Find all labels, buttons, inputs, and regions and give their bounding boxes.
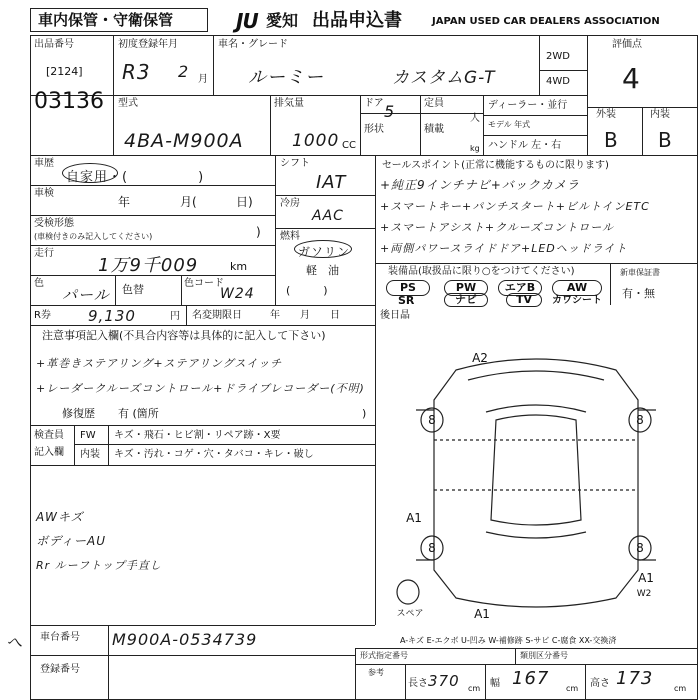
interior-check-label: 内装 — [80, 449, 100, 460]
warranty-value: 有・無 — [622, 287, 655, 300]
shape-label: 形状 — [364, 124, 384, 135]
history-label: 車歴 — [34, 158, 54, 169]
fuel-paren: ( ) — [286, 284, 328, 297]
tax-label: R券 — [34, 310, 51, 321]
fuel-value-1: ガソリン — [298, 245, 351, 259]
handle-label: ハンドル 左・右 — [488, 140, 562, 151]
fuel-value-2: 軽 油 — [306, 264, 339, 277]
width-unit: cm — [566, 684, 579, 693]
condition-line-2: ボディーAU — [36, 534, 107, 548]
mileage-label: 走行 — [34, 248, 54, 259]
tire-value-fl: 8 — [428, 413, 436, 427]
repair-close: ) — [362, 407, 367, 420]
load-label: 積載 — [424, 124, 444, 135]
margin-mark: へ — [6, 633, 24, 652]
lot-label: 出品番号 — [34, 39, 74, 50]
category-label: 類別区分番号 — [520, 651, 568, 660]
equip-navi: ナビ — [444, 293, 488, 307]
spare-label: スペア — [396, 609, 424, 619]
equip-tv: TV — [506, 293, 542, 307]
plate-text: 年 月 日 — [270, 310, 340, 321]
mark-w2: W2 — [636, 589, 652, 599]
lot-sub: [2124] — [46, 65, 83, 78]
lot-number: 03136 — [34, 89, 104, 114]
condition-line-3: Rr ルーフトップ手直し — [36, 559, 162, 572]
inspector-label-1: 検査員 — [34, 430, 64, 441]
doors-label: ドア — [364, 98, 384, 109]
inspection-label: 車検 — [34, 188, 54, 199]
drive-4wd: 4WD — [546, 76, 570, 87]
repair-label: 修復歴 — [62, 407, 95, 420]
inspection-month: 月( — [180, 195, 197, 209]
mileage-value: 1万9千009 — [98, 255, 199, 276]
capacity-label: 定員 — [424, 98, 444, 109]
repair-value: 有 (箇所 — [118, 407, 159, 420]
model-label: 型式 — [118, 98, 138, 109]
history-value: 自家用・( ) — [66, 170, 205, 185]
notes-line-1: +革巻きステアリング+ステアリングスイッチ — [36, 357, 283, 370]
notes-label: 注意事項記入欄(不具合内容等は具体的に記入して下さい) — [42, 329, 326, 342]
interior-label: 内装 — [650, 109, 670, 120]
mark-left-side: A1 — [406, 511, 422, 525]
notes-line-2: +レーダークルーズコントロール+ドライブレコーダー(不明) — [36, 382, 365, 395]
car-windshield — [486, 405, 586, 412]
drive-2wd: 2WD — [546, 51, 570, 62]
width-label: 幅 — [490, 678, 500, 689]
exterior-label: 外装 — [596, 109, 616, 120]
tire-marks — [397, 408, 651, 604]
cooler-value: AAC — [312, 208, 344, 224]
equipment-label: 装備品(取扱品に限り○をつけてください) — [388, 266, 575, 277]
mark-right-rear: A1 — [638, 571, 654, 585]
mileage-unit: km — [230, 260, 248, 273]
rear-label: 後日晶 — [380, 310, 410, 321]
height-label: 高さ — [590, 678, 610, 689]
color-label: 色 — [34, 278, 44, 289]
height-value: 173 — [616, 668, 654, 689]
dealer-label: ディーラー・並行 — [488, 100, 568, 111]
car-name: ルーミー — [248, 67, 324, 88]
color-code-label: 色コード — [184, 278, 224, 289]
inspector-label-2: 記入欄 — [34, 447, 64, 458]
score-label: 評価点 — [612, 39, 642, 50]
month-unit: 月 — [198, 74, 208, 85]
receipt-close: ) — [256, 225, 261, 239]
mark-top: A2 — [472, 351, 488, 365]
displacement-value: 1000 — [292, 131, 340, 151]
model-value: 4BA-M900A — [124, 130, 244, 152]
color-value: パール — [62, 286, 110, 304]
displacement-label: 排気量 — [274, 98, 304, 109]
length-unit: cm — [468, 684, 481, 693]
length-label: 長さ — [408, 678, 428, 689]
sales-line-1: +純正9インチナビ+バックカメラ — [380, 178, 580, 192]
color-interchange-label: 色替 — [122, 283, 144, 296]
sales-line-3: +スマートアシスト+クルーズコントロール — [380, 221, 615, 234]
kg-unit: kg — [470, 144, 480, 153]
interior-grade: B — [658, 128, 673, 152]
reg-label: 登録番号 — [40, 664, 80, 675]
car-name-label: 車名・グレード — [218, 39, 288, 50]
doors-value: 5 — [384, 102, 396, 121]
tax-unit: 円 — [170, 311, 180, 322]
exterior-grade: B — [604, 128, 619, 152]
car-hood-line — [468, 371, 604, 380]
length-value: 370 — [428, 672, 460, 690]
sales-line-4: +両側パワースライドドア+LEDヘッドライト — [380, 242, 628, 255]
tire-value-fr: 8 — [636, 413, 644, 427]
equip-sr: SR — [398, 294, 415, 307]
color-code-value: W24 — [220, 286, 255, 302]
shift-value: IAT — [316, 172, 347, 193]
first-reg-label: 初度登録年月 — [118, 39, 178, 50]
cc-unit: CC — [342, 140, 356, 151]
first-reg-era: R3 — [122, 60, 151, 84]
diagram-legend: A-キズ E-エクボ U-凹み W-補修跡 S-サビ C-腐食 XX-交換済 — [400, 636, 617, 645]
car-diagram — [376, 340, 696, 625]
condition-line-1: AWキズ — [36, 510, 84, 524]
form-number-label: 形式指定番号 — [360, 651, 408, 660]
equip-aw: AW — [552, 280, 602, 296]
inspection-day: 日) — [236, 195, 253, 209]
interior-check-items: キズ・汚れ・コゲ・穴・タバコ・キレ・破し — [114, 449, 314, 460]
car-body-outline — [434, 359, 638, 607]
brand-mark: JU — [236, 9, 258, 33]
score: 4 — [622, 62, 641, 95]
fuel-label: 燃料 — [280, 231, 300, 242]
ref-label: 参考 — [368, 668, 384, 677]
chassis-value: M900A-0534739 — [112, 630, 258, 649]
persons-unit: 人 — [470, 113, 480, 124]
equip-ps: PS — [386, 280, 430, 296]
equip-airbag: エアB — [498, 280, 542, 296]
form-title: 出品申込書 — [312, 10, 402, 31]
shift-label: シフト — [280, 158, 310, 169]
receipt-label: 受検形態 — [34, 218, 74, 229]
model-year-label: モデル 年式 — [488, 120, 531, 129]
fw-label: FW — [80, 430, 96, 441]
brand-region: 愛知 — [266, 11, 299, 30]
equip-kawa-seat: カワシート — [552, 295, 602, 306]
association-name: JAPAN USED CAR DEALERS ASSOCIATION — [432, 16, 660, 27]
inspection-year: 年 — [118, 195, 131, 209]
storage-title: 車内保管・守衛保管 — [38, 11, 174, 29]
warranty-label: 新車保証書 — [620, 268, 660, 277]
fuel-circle — [294, 240, 352, 258]
tire-value-rl: 8 — [428, 541, 436, 555]
ju-logo — [236, 9, 258, 33]
car-rear-window — [486, 532, 586, 538]
first-reg-month: 2 — [178, 62, 190, 81]
equip-pw: PW — [444, 280, 488, 296]
grade: カスタムG-T — [392, 68, 496, 88]
height-unit: cm — [674, 684, 687, 693]
receipt-sub: (車検付きのみ記入してください) — [34, 232, 153, 241]
width-value: 167 — [512, 668, 550, 689]
sales-label: セールスポイント(正常に機能するものに限ります) — [382, 160, 609, 171]
tax-value: 9,130 — [88, 307, 136, 325]
history-circle — [62, 163, 118, 183]
mark-bottom: A1 — [474, 607, 490, 621]
car-roof-outline — [491, 415, 581, 525]
chassis-label: 車台番号 — [40, 632, 80, 643]
plate-label: 名変期限日 — [192, 310, 242, 321]
sales-line-2: +スマートキー+パンチスタート+ビルトインETC — [380, 200, 650, 213]
cooler-label: 冷房 — [280, 198, 300, 209]
tire-value-rr: 8 — [636, 541, 644, 555]
fw-items: キズ・飛石・ヒビ割・リペア跡・X要 — [114, 430, 281, 441]
